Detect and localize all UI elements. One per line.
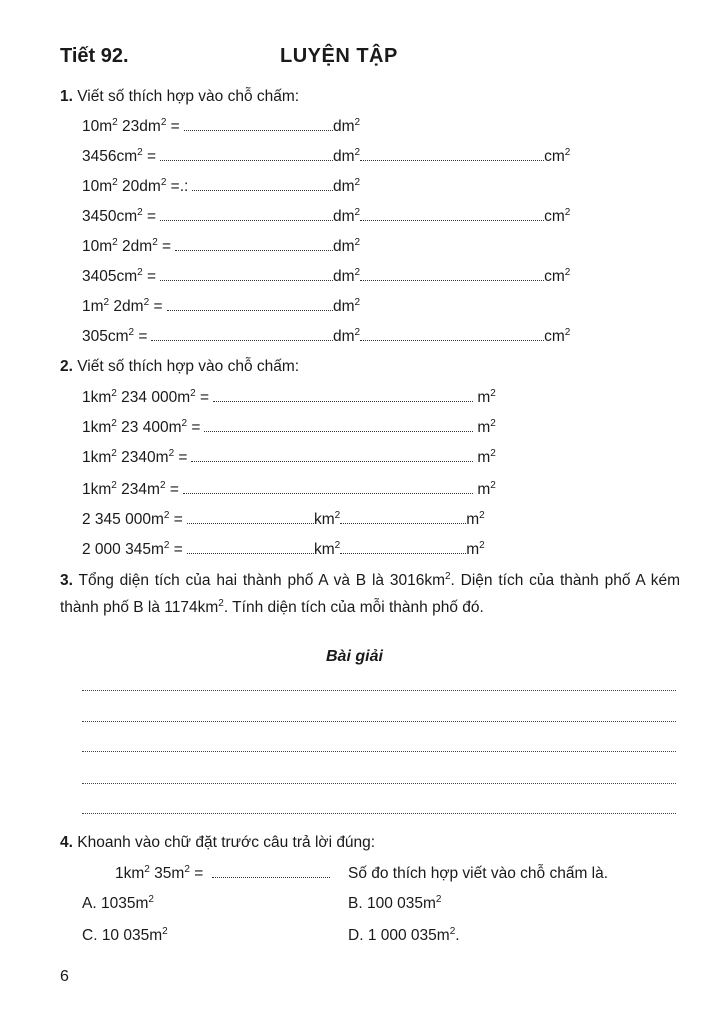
unit-label: $dm^2$ [333,177,361,195]
unit-label: $m^2$ [477,480,496,498]
question-instruction: Khoanh vào chữ đặt trước câu trả lời đúng: [77,834,376,851]
answer-dots[interactable] [191,448,473,462]
answer-dots[interactable] [360,147,544,161]
exercise-row [82,147,570,167]
question-4-expression [115,864,330,884]
answer-line[interactable] [82,690,676,691]
option-value: 10 $035m^2$ [101,926,168,944]
unit-label: $dm^2$ [333,237,361,255]
answer-dots[interactable] [183,480,473,494]
exercise-prefix: $3405cm^2$ = [82,267,157,285]
option-letter: A. [82,895,97,912]
exercise-row [82,448,496,468]
solution-title: Bài giải [326,648,383,665]
exercise-row [82,418,496,438]
question-4-heading [60,834,375,852]
answer-dots[interactable] [187,540,314,554]
exercise-prefix: $3450cm^2$ = [82,207,157,225]
unit-label: $dm^2$ [333,207,361,225]
exercise-prefix: $1km^2$ 234 $000m^2$ = [82,388,210,406]
expression-text: $1km^2$ $35m^2$ = [115,864,204,882]
question-4-prompt: Số đo thích hợp viết vào chỗ chấm là. [348,865,609,882]
unit-label: $km^2$ [314,510,341,528]
unit-label: $cm^2$ [544,267,571,285]
question-number: 1. [60,88,73,105]
answer-dots[interactable] [187,510,314,524]
question-instruction: Viết số thích hợp vào chỗ chấm: [77,358,300,375]
answer-dots[interactable] [360,327,544,341]
answer-dots[interactable] [151,327,333,341]
unit-label: $cm^2$ [544,147,571,165]
exercise-prefix: $1km^2$ $234m^2$ = [82,480,179,498]
option-c[interactable] [82,926,168,946]
unit-label: $cm^2$ [544,327,571,345]
unit-label: $m^2$ [466,510,485,528]
answer-dots[interactable] [160,207,333,221]
exercise-prefix: $1m^2$ $2dm^2$ = [82,297,163,315]
question-number: 3. [60,572,73,589]
exercise-row [82,327,570,347]
unit-label: $m^2$ [477,388,496,406]
answer-line[interactable] [82,721,676,722]
option-value: 100 $035m^2$ [366,894,442,912]
answer-dots[interactable] [340,540,466,554]
page-number: 6 [60,968,69,985]
exercise-row [82,237,360,257]
unit-label: $m^2$ [477,448,496,466]
question-instruction: Viết số thích hợp vào chỗ chấm: [77,88,300,105]
unit-label: $m^2$ [466,540,485,558]
exercise-prefix: $1km^2$ $2340m^2$ = [82,448,188,466]
option-b[interactable] [348,894,441,914]
exercise-prefix: $10m^2$ $2dm^2$ = [82,237,172,255]
question-number: 2. [60,358,73,375]
question-text: Tổng diện tích của hai thành phố A và B là $3016km^2$. Diện tích của thành phố A kém thành phố B là $1174km^2$. Tính diện tích của mỗi thành phố đó. [60,571,680,616]
answer-dots[interactable] [192,177,333,191]
answer-dots[interactable] [160,267,333,281]
answer-dots[interactable] [167,297,334,311]
exercise-prefix: 2 000 $345m^2$ = [82,540,183,558]
option-letter: C. [82,927,98,944]
unit-label: $m^2$ [477,418,496,436]
answer-dots[interactable] [213,388,473,402]
option-a[interactable] [82,894,154,914]
answer-line[interactable] [82,783,676,784]
unit-label: $dm^2$ [333,297,361,315]
option-letter: B. [348,895,363,912]
exercise-prefix: $305cm^2$ = [82,327,148,345]
answer-dots[interactable] [204,418,473,432]
question-1-heading [60,88,299,106]
unit-label: $dm^2$ [333,327,361,345]
exercise-row [82,540,485,560]
unit-label: $cm^2$ [544,207,571,225]
exercise-row [82,388,496,408]
exercise-row [82,297,360,317]
exercise-prefix: $1km^2$ 23 $400m^2$ = [82,418,201,436]
question-3-text [60,567,680,621]
exercise-row [82,267,570,287]
exercise-prefix: $10m^2$ $20dm^2$ =.: [82,177,189,195]
exercise-prefix: 2 345 $000m^2$ = [82,510,183,528]
unit-label: $dm^2$ [333,147,361,165]
answer-dots[interactable] [360,267,544,281]
exercise-prefix: $10m^2$ $23dm^2$ = [82,117,180,135]
exercise-row [82,207,570,227]
question-number: 4. [60,834,73,851]
answer-dots[interactable] [160,147,333,161]
answer-dots[interactable] [340,510,466,524]
answer-dots[interactable] [360,207,544,221]
exercise-row [82,510,485,530]
exercise-row [82,177,360,197]
unit-label: $km^2$ [314,540,341,558]
option-d[interactable] [348,926,460,946]
answer-line[interactable] [82,751,676,752]
answer-dots[interactable] [212,864,330,878]
answer-dots[interactable] [184,117,333,131]
exercise-row [82,480,496,500]
option-value: $1035m^2$ [100,894,154,912]
option-value: 1 000 $035m^2$. [367,926,460,944]
exercise-row [82,117,360,137]
unit-label: $dm^2$ [333,267,361,285]
unit-label: $dm^2$ [333,117,361,135]
exercise-prefix: $3456cm^2$ = [82,147,157,165]
lesson-label: Tiết 92. [60,45,129,67]
answer-dots[interactable] [175,237,333,251]
option-letter: D. [348,927,364,944]
question-2-heading [60,358,299,376]
page-title: LUYỆN TẬP [280,45,398,67]
answer-line[interactable] [82,813,676,814]
